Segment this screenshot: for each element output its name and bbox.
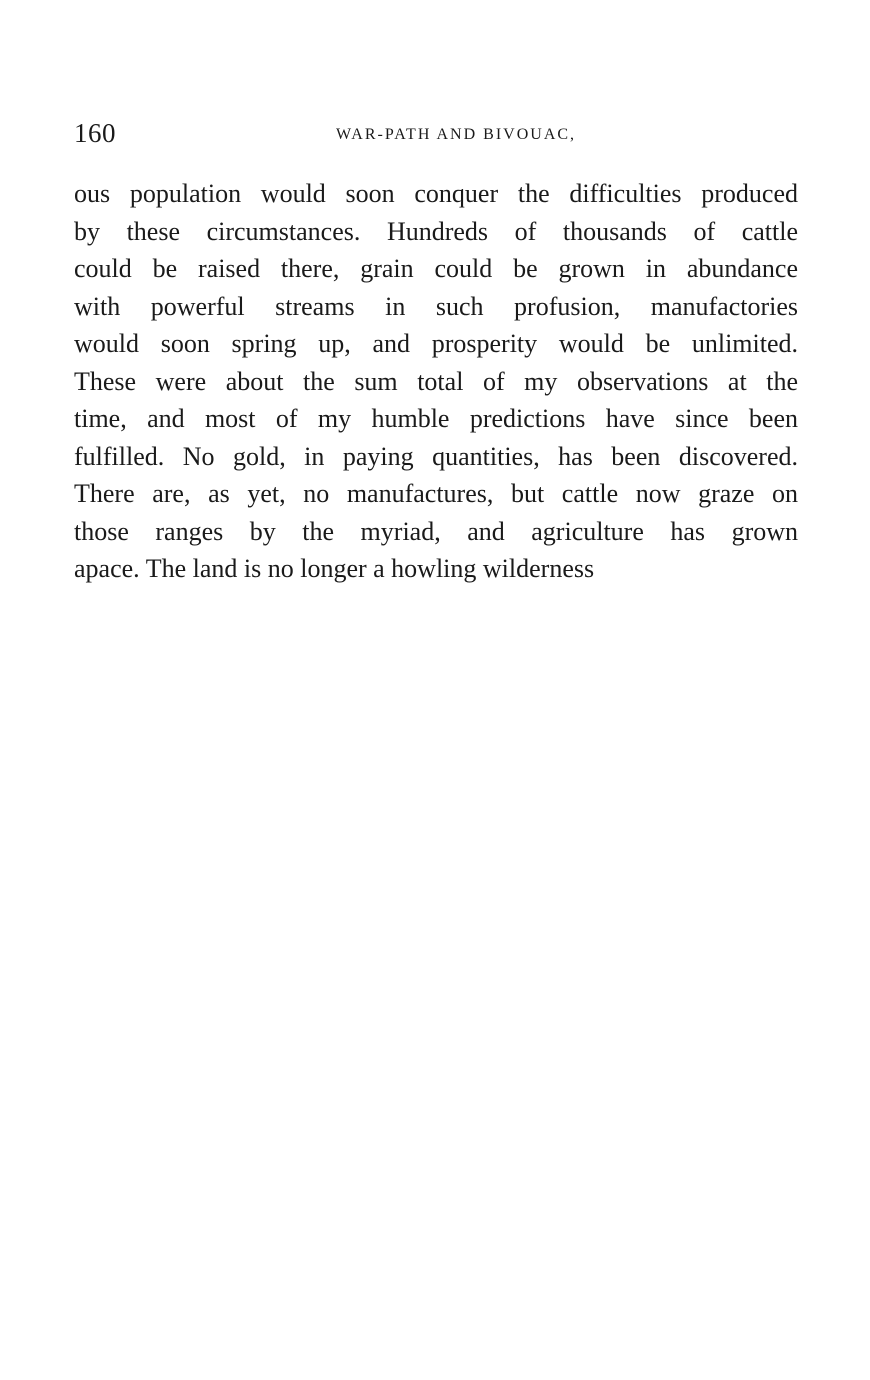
text-line: apace. The land is no longer a howling wilderness — [74, 554, 595, 583]
text-line: with powerful streams in such profusion, manufactories — [74, 291, 798, 321]
text-line: There are, as yet, no manufactures, but cattle now graze on — [74, 479, 798, 508]
text-line: could be raised there, grain could be grown in abundance — [74, 254, 798, 283]
text-line: those ranges by the myriad, and agriculture has grown — [74, 516, 798, 546]
text-line: ous population would soon conquer the difficulties produced — [74, 179, 798, 208]
text-line: fulfilled. No gold, in paying quantities, has been discovered. — [74, 441, 798, 471]
page-header — [74, 118, 798, 158]
running-head: WAR-PATH AND BIVOUAC, — [335, 126, 577, 143]
text-line: time, and most of my humble predictions have since been — [74, 404, 798, 433]
page-number: 160 — [74, 118, 116, 148]
text-line: These were about the sum total of my observations at the — [74, 366, 798, 396]
text-line: by these circumstances. Hundreds of thousands of cattle — [74, 216, 798, 246]
text-line: would soon spring up, and prosperity would be unlimited. — [74, 329, 798, 358]
body-paragraph — [74, 175, 798, 588]
